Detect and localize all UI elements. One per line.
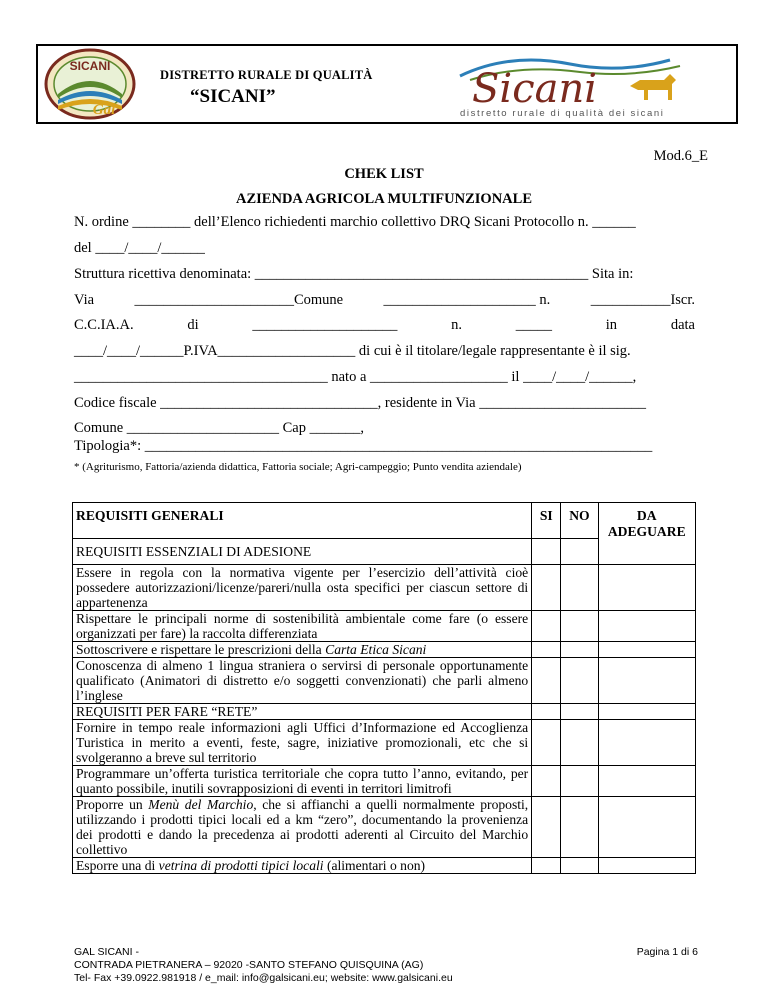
section-row (73, 704, 696, 720)
section-essenziali: REQUISITI ESSENZIALI DI ADESIONE (73, 539, 532, 565)
table-row (73, 565, 696, 611)
checkbox-no[interactable] (561, 858, 598, 874)
form-owner-text: ___________________________________ nato a ___________________ il ____/____/______, (74, 369, 637, 385)
form-n-field: _____ (515, 317, 553, 333)
checkbox-no[interactable] (561, 565, 598, 611)
checkbox-no[interactable] (561, 611, 598, 642)
cell-da-adeguare[interactable] (598, 797, 696, 858)
checkbox-si[interactable] (532, 611, 561, 642)
form-fiscal-text: Codice fiscale ______________________________, residente in Via _______________________ (74, 395, 646, 411)
checkbox-si[interactable] (532, 766, 561, 797)
form-in-label: in (605, 317, 618, 333)
cell-da-adeguare[interactable] (598, 611, 696, 642)
logo-wordmark: Sicani (472, 66, 597, 112)
req-carta-etica (73, 642, 532, 658)
cell-da-adeguare[interactable] (598, 658, 696, 704)
form-line-piva (74, 343, 695, 360)
table-row (73, 858, 696, 874)
footer-line2: CONTRADA PIETRANERA – 92020 -SANTO STEFANO QUISQUINA (AG) (74, 959, 424, 971)
form-line-structure (74, 266, 695, 283)
form-number-field: _____________________ n. (383, 292, 551, 308)
form-line-type (74, 438, 695, 455)
footer-line1: GAL SICANI - (74, 946, 139, 958)
checkbox-si[interactable] (532, 642, 561, 658)
header-title-line2: “SICANI” (190, 86, 276, 107)
logo-tagline: distretto rurale di qualità dei sicani (460, 108, 665, 119)
checkbox-no[interactable] (561, 658, 598, 704)
footer-address (74, 946, 453, 985)
form-line-address (74, 292, 695, 309)
checkbox-no[interactable] (561, 720, 598, 766)
table-header-row (73, 503, 696, 539)
table-row (73, 611, 696, 642)
req-menu (73, 797, 532, 858)
cell-da-adeguare[interactable] (598, 766, 696, 797)
form-type-note: * (Agriturismo, Fattoria/azienda didattica, Fattoria sociale; Agri-campeggio; Punto vendita aziendale) (74, 461, 522, 473)
animal-icon (630, 74, 676, 100)
module-code: Mod.6_E (653, 148, 708, 164)
header-requisiti: REQUISITI GENERALI (73, 503, 532, 539)
header-si: SI (532, 503, 561, 539)
req-vetrina-text-a: Esporre una di (76, 858, 159, 873)
req-vetrina-text-c: (alimentari o non) (323, 858, 426, 873)
form-line-cciaa (74, 317, 695, 334)
checkbox-si[interactable] (532, 797, 561, 858)
form-di-label: di (187, 317, 199, 333)
gal-sicani-seal-logo (44, 48, 136, 120)
table-row (73, 720, 696, 766)
req-sostenibilita: Rispettare le principali norme di sostenibilità ambientale come fare (o essere organizzati per fare) la raccolta differenziata (73, 611, 532, 642)
req-normativa: Essere in regola con la normativa vigente per l’esercizio dell’attività cioè possedere autorizzazioni/licenze/pareri/nulla osta specifici per ciascun settore di appartenenza (73, 565, 532, 611)
table-row (73, 658, 696, 704)
form-order-text: N. ordine ________ dell’Elenco richiedenti marchio collettivo DRQ Sicani Protocollo n. ______ (74, 214, 636, 230)
checkbox-no[interactable] (561, 797, 598, 858)
req-lingua: Conoscenza di almeno 1 lingua straniera o servirsi di personale opportunamente qualificato (Animatori di distretto e/o soggetti convenzionati) che parli almeno l’inglese (73, 658, 532, 704)
table-row (73, 766, 696, 797)
page-number: Pagina 1 di 6 (636, 946, 698, 958)
form-line-date (74, 240, 695, 257)
form-cciaa-label: C.C.IA.A. (74, 317, 134, 333)
header-da-adeguare: DA ADEGUARE (598, 503, 696, 565)
req-menu-text-c: , che si affianchi a quelli normalmente proposti, utilizzando i prodotti tipici locali ed a km “zero”, documentando la provenienza dei prodotti e dando la precedenza ai prodotti aderenti al Circuito del Marchio collettivo (76, 797, 529, 857)
table-row (73, 642, 696, 658)
header-title-line1: DISTRETTO RURALE DI QUALITÀ (160, 68, 373, 82)
form-line-order (74, 214, 695, 231)
seal-text-bottom: Gal (92, 102, 116, 118)
checkbox-si[interactable] (532, 658, 561, 704)
form-piva-text: ____/____/______P.IVA___________________ di cui è il titolare/legale rappresentante è il sig. (74, 343, 631, 359)
seal-text-top: SICANI (69, 59, 111, 73)
req-menu-italic: Menù del Marchio (148, 797, 254, 812)
form-line-owner (74, 369, 695, 386)
checkbox-no[interactable] (561, 766, 598, 797)
cell-da-adeguare[interactable] (598, 858, 696, 874)
checkbox-si[interactable] (532, 858, 561, 874)
req-offerta: Programmare un’offerta turistica territoriale che copra tutto l’anno, evitando, per quanto possibile, inutili sovrapposizioni di eventi in territori limitrofi (73, 766, 532, 797)
header-no: NO (561, 503, 598, 539)
checkbox-si[interactable] (532, 720, 561, 766)
form-data-label: data (670, 317, 695, 333)
sicani-district-logo (450, 50, 726, 120)
req-carta-etica-text: Sottoscrivere e rispettare le prescrizioni della (76, 642, 326, 657)
table-row (73, 797, 696, 858)
form-iscr-field: ___________Iscr. (590, 292, 695, 308)
doc-subtitle: AZIENDA AGRICOLA MULTIFUNZIONALE (236, 191, 532, 207)
form-line-fiscal (74, 395, 695, 412)
req-vetrina (73, 858, 532, 874)
cell-da-adeguare[interactable] (598, 642, 696, 658)
cell-da-adeguare[interactable] (598, 720, 696, 766)
req-carta-etica-italic: Carta Etica Sicani (325, 642, 427, 657)
form-cciaa-field: ____________________ (252, 317, 398, 333)
section-rete: REQUISITI PER FARE “RETE” (73, 704, 532, 720)
req-vetrina-italic: vetrina di prodotti tipici locali (158, 858, 324, 873)
req-informazioni: Fornire in tempo reale informazioni agli Uffici d’Informazione ed Accoglienza Turistica in merito a eventi, feste, sagre, iniziative promozionali, etc che si svolgeranno a breve sul territorio (73, 720, 532, 766)
cell-da-adeguare[interactable] (598, 565, 696, 611)
form-line-comune (74, 420, 695, 437)
requirements-table (72, 502, 696, 874)
form-comune-text: Comune _____________________ Cap _______, (74, 420, 364, 436)
form-n-label: n. (451, 317, 463, 333)
footer-line3: Tel- Fax +39.0922.981918 / e_mail: info@galsicani.eu; website: www.galsicani.eu (74, 972, 453, 984)
checkbox-no[interactable] (561, 642, 598, 658)
form-structure-text: Struttura ricettiva denominata: ______________________________________________ Sita in: (74, 266, 634, 282)
checkbox-si[interactable] (532, 565, 561, 611)
form-type-text: Tipologia*: ______________________________________________________________________ (74, 438, 653, 454)
form-via-label: Via (74, 292, 95, 308)
form-date-text: del ____/____/______ (74, 240, 205, 256)
form-comune-field: ______________________Comune (134, 292, 344, 308)
req-menu-text-a: Proporre un (76, 797, 149, 812)
doc-title: CHEK LIST (344, 166, 424, 182)
